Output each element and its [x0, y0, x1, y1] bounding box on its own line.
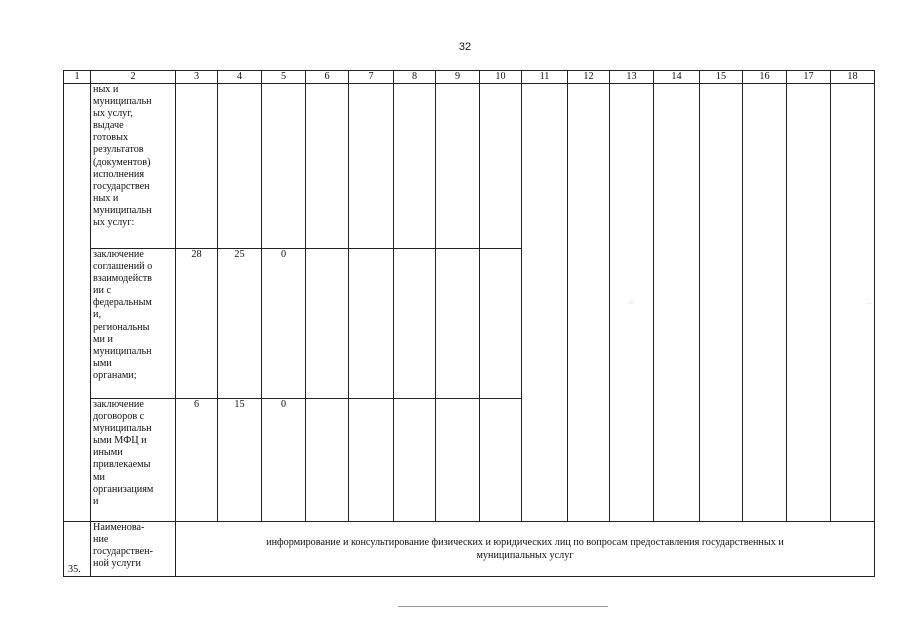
service-description-line: муниципальных услуг — [476, 550, 574, 561]
text-line: региональны — [93, 321, 150, 333]
data-cell — [394, 84, 436, 249]
text-line: иными — [93, 447, 123, 459]
text-line: и, — [93, 309, 101, 321]
data-cell — [176, 84, 218, 249]
bottom-divider — [398, 606, 608, 607]
text-line: готовых — [93, 132, 129, 144]
text-line: ыми — [93, 357, 112, 369]
text-line: федеральным — [93, 297, 152, 309]
column-header: 18 — [831, 71, 875, 84]
data-cell — [436, 399, 480, 522]
text-line: договоров с — [93, 411, 145, 423]
text-line: муниципальн — [93, 423, 152, 435]
merged-cell-col16 — [743, 84, 787, 522]
row-number-cell — [64, 249, 91, 399]
text-line: и — [93, 495, 99, 507]
merged-cell-col15 — [700, 84, 743, 522]
text-line: заключение — [93, 399, 144, 410]
value-col5: 0 — [262, 399, 306, 522]
description-cell — [91, 249, 176, 399]
service-description — [176, 522, 875, 577]
value-col3: 6 — [176, 399, 218, 522]
text-line: органами; — [93, 369, 137, 381]
column-header: 7 — [349, 71, 394, 84]
text-line: исполнения — [93, 168, 145, 180]
data-cell — [480, 84, 522, 249]
faint-mark: ... — [866, 298, 872, 307]
text-line: ние — [93, 534, 109, 546]
row-number: 35. — [64, 522, 91, 577]
merged-cell-col12 — [568, 84, 610, 522]
data-cell — [349, 399, 394, 522]
row-number-cell — [64, 84, 91, 249]
text-line: организациям — [93, 483, 154, 495]
service-description-line: информирование и консультирование физических и юридических лиц по вопросам предоставления государственных и — [266, 537, 784, 548]
description-cell — [91, 399, 176, 522]
merged-cell-col13 — [610, 84, 654, 522]
data-cell — [306, 399, 349, 522]
text-line: привлекаемы — [93, 459, 151, 471]
data-cell — [394, 399, 436, 522]
text-line: соглашений о — [93, 261, 153, 273]
data-cell — [218, 84, 262, 249]
description-cell — [91, 84, 176, 249]
merged-cell-col14 — [654, 84, 700, 522]
header-row — [64, 71, 875, 84]
text-line: Наименова- — [93, 522, 145, 533]
column-header: 14 — [654, 71, 700, 84]
text-line: муниципальн — [93, 204, 152, 216]
text-line: ных и — [93, 192, 119, 204]
value-col3: 28 — [176, 249, 218, 399]
text-line: государствен — [93, 180, 150, 192]
text-line: ых услуг, — [93, 108, 133, 120]
column-header: 16 — [743, 71, 787, 84]
row-number-cell — [64, 399, 91, 522]
column-header: 12 — [568, 71, 610, 84]
column-header: 8 — [394, 71, 436, 84]
column-header: 11 — [522, 71, 568, 84]
merged-cell-col17 — [787, 84, 831, 522]
column-header: 2 — [91, 71, 176, 84]
text-line: результатов — [93, 144, 144, 156]
data-table — [63, 70, 875, 577]
data-cell — [306, 249, 349, 399]
text-line: ной услуги — [93, 558, 141, 570]
merged-cell-col11 — [522, 84, 568, 522]
value-col4: 25 — [218, 249, 262, 399]
column-header: 13 — [610, 71, 654, 84]
text-line: (документов) — [93, 156, 151, 168]
text-line: ыми МФЦ и — [93, 435, 147, 447]
column-header: 6 — [306, 71, 349, 84]
column-header: 9 — [436, 71, 480, 84]
data-cell — [436, 249, 480, 399]
faint-mark: ::: — [628, 298, 635, 307]
data-cell — [306, 84, 349, 249]
column-header: 3 — [176, 71, 218, 84]
data-cell — [349, 249, 394, 399]
data-cell — [436, 84, 480, 249]
text-line: ми — [93, 471, 105, 483]
value-col5: 0 — [262, 249, 306, 399]
data-cell — [394, 249, 436, 399]
data-cell — [480, 249, 522, 399]
value-col4: 15 — [218, 399, 262, 522]
text-line: взаимодейств — [93, 273, 152, 285]
text-line: выдаче — [93, 120, 124, 132]
text-line: государствен- — [93, 546, 153, 558]
column-header: 1 — [64, 71, 91, 84]
column-header: 10 — [480, 71, 522, 84]
text-line: ии с — [93, 285, 111, 297]
service-name-label — [91, 522, 176, 577]
merged-cell-col18 — [831, 84, 875, 522]
data-cell — [480, 399, 522, 522]
table-row-35 — [64, 522, 875, 577]
data-cell — [349, 84, 394, 249]
data-cell — [262, 84, 306, 249]
text-line: муниципальн — [93, 96, 152, 108]
text-line: ми и — [93, 333, 113, 345]
column-header: 17 — [787, 71, 831, 84]
column-header: 15 — [700, 71, 743, 84]
text-line: муниципальн — [93, 345, 152, 357]
text-line: ных и — [93, 84, 119, 95]
column-header: 5 — [262, 71, 306, 84]
table-row — [64, 84, 875, 249]
column-header: 4 — [218, 71, 262, 84]
text-line: заключение — [93, 249, 144, 260]
page-number: 32 — [458, 41, 472, 53]
text-line: ых услуг: — [93, 217, 135, 229]
